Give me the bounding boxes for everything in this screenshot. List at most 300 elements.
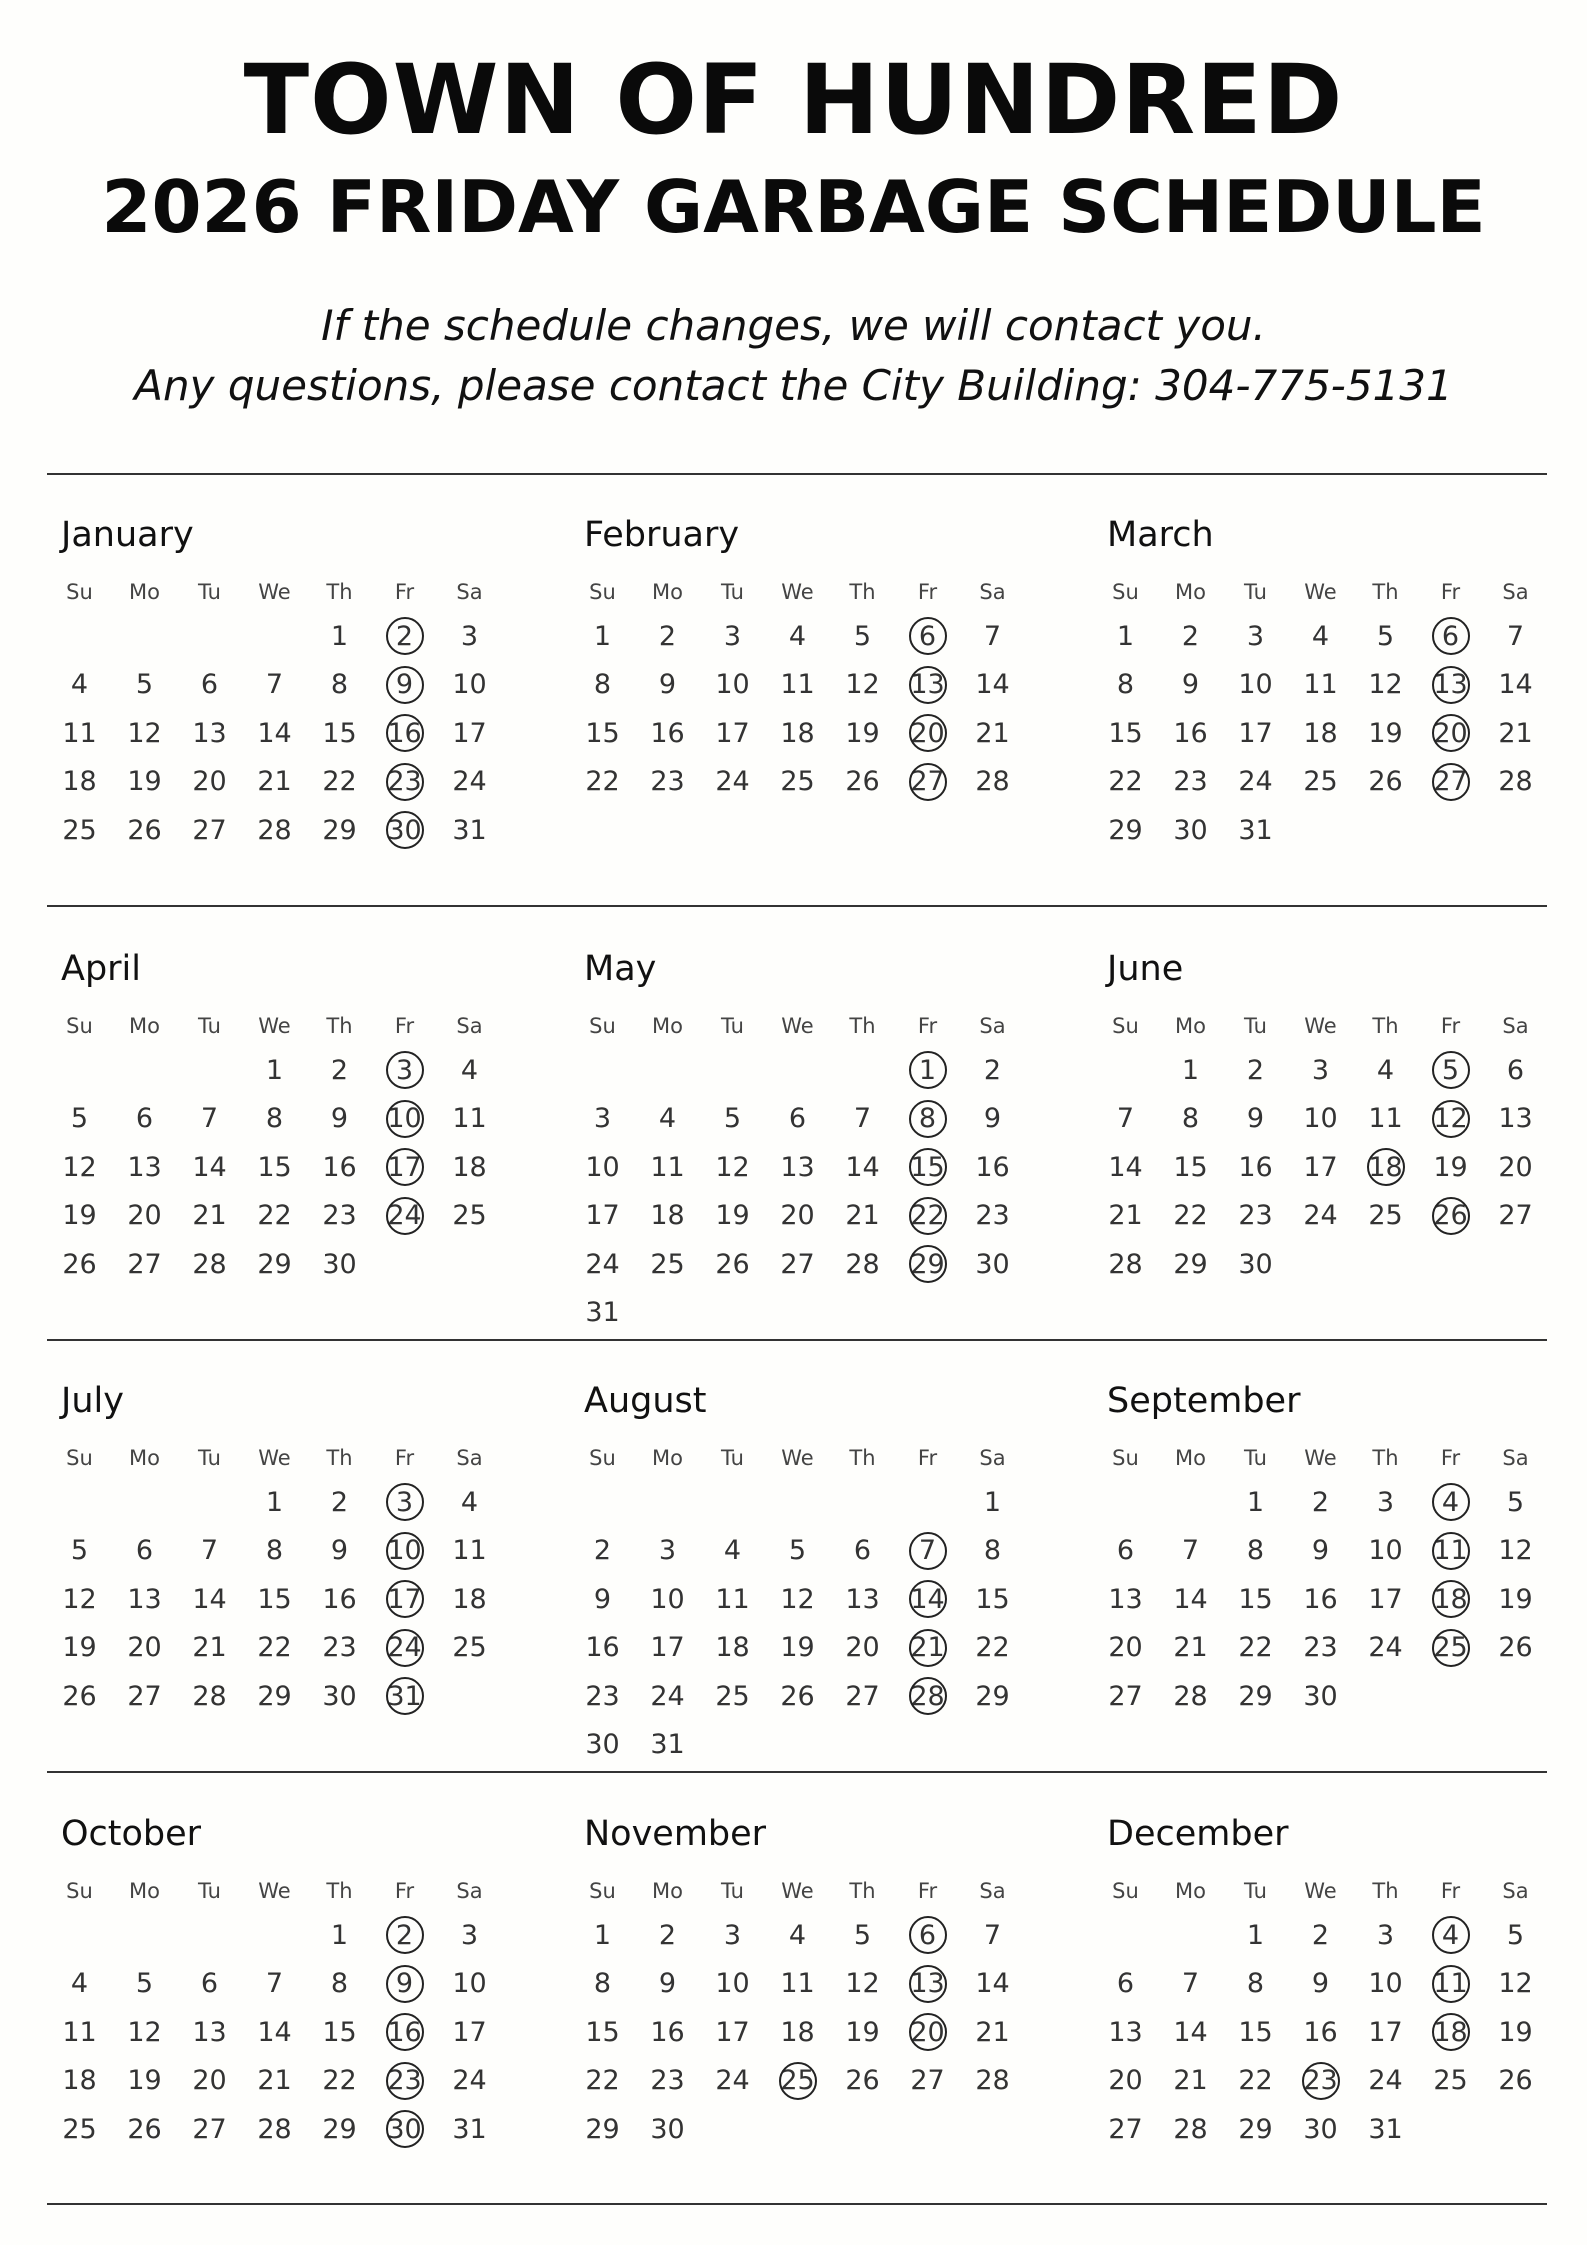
weekday-label: We bbox=[781, 1014, 814, 1038]
week-row bbox=[570, 2057, 1025, 2106]
pickup-day: 14 bbox=[895, 1584, 960, 1615]
pickup-day: 13 bbox=[895, 669, 960, 700]
day-cell: 28 bbox=[1173, 2113, 1208, 2145]
day-cell: 21 bbox=[192, 1200, 227, 1232]
day-cell: 22 bbox=[257, 1200, 292, 1232]
pickup-day: 16 bbox=[372, 2017, 437, 2048]
day-cell: 26 bbox=[1498, 1632, 1533, 1664]
weekday-label: Sa bbox=[979, 1014, 1006, 1038]
day-cell: 13 bbox=[192, 717, 227, 749]
weekday-label: Mo bbox=[1175, 1446, 1206, 1470]
weekday-label: Su bbox=[66, 1879, 93, 1903]
weekday-label: Th bbox=[849, 580, 876, 604]
day-cell: 28 bbox=[1498, 766, 1533, 798]
day-cell: 3 bbox=[658, 1535, 677, 1567]
day-cell: 15 bbox=[1108, 717, 1143, 749]
day-cell: 13 bbox=[127, 1151, 162, 1183]
week-row bbox=[1093, 1143, 1548, 1192]
pickup-day: 11 bbox=[1418, 1968, 1483, 1999]
pickup-day: 24 bbox=[372, 1632, 437, 1663]
month-grid bbox=[1093, 572, 1548, 855]
day-cell: 29 bbox=[322, 2113, 357, 2145]
day-cell: 11 bbox=[650, 1151, 685, 1183]
day-cell: 15 bbox=[257, 1151, 292, 1183]
pickup-day: 23 bbox=[372, 2065, 437, 2096]
day-cell: 16 bbox=[650, 2016, 685, 2048]
month-name: February bbox=[584, 515, 740, 555]
day-cell: 7 bbox=[983, 1919, 1002, 1951]
day-cell: 31 bbox=[1368, 2113, 1403, 2145]
month-grid bbox=[47, 572, 502, 855]
weekday-label: Sa bbox=[456, 1879, 483, 1903]
weekday-label: Su bbox=[66, 1446, 93, 1470]
day-cell: 30 bbox=[1238, 1248, 1273, 1280]
day-cell: 15 bbox=[1238, 2016, 1273, 2048]
day-cell: 9 bbox=[593, 1583, 612, 1615]
day-cell: 16 bbox=[1303, 2016, 1338, 2048]
day-cell: 18 bbox=[715, 1632, 750, 1664]
day-cell: 23 bbox=[650, 766, 685, 798]
day-cell: 14 bbox=[1108, 1151, 1143, 1183]
day-cell: 16 bbox=[1238, 1151, 1273, 1183]
day-cell: 14 bbox=[1173, 2016, 1208, 2048]
week-row bbox=[1093, 1672, 1548, 1721]
weekday-label: Fr bbox=[1440, 1014, 1461, 1038]
day-cell: 17 bbox=[1368, 2016, 1403, 2048]
pickup-day: 27 bbox=[1418, 766, 1483, 797]
week-row bbox=[570, 1624, 1025, 1673]
day-cell: 2 bbox=[593, 1535, 612, 1567]
day-cell: 4 bbox=[460, 1054, 479, 1086]
day-cell: 4 bbox=[460, 1486, 479, 1518]
pickup-day: 20 bbox=[895, 2017, 960, 2048]
weekday-header bbox=[1093, 1006, 1548, 1046]
day-cell: 20 bbox=[1108, 2065, 1143, 2097]
month-grid bbox=[570, 572, 1025, 806]
divider bbox=[47, 1339, 1547, 1341]
day-cell: 2 bbox=[1311, 1919, 1330, 1951]
pickup-day: 17 bbox=[372, 1152, 437, 1183]
weekday-label: Fr bbox=[394, 1446, 415, 1470]
day-cell: 24 bbox=[452, 766, 487, 798]
weekday-label: Th bbox=[849, 1446, 876, 1470]
weekday-label: Sa bbox=[1502, 1446, 1529, 1470]
month-grid bbox=[47, 1006, 502, 1289]
week-row bbox=[570, 1672, 1025, 1721]
pickup-day: 5 bbox=[1418, 1055, 1483, 1086]
day-cell: 30 bbox=[322, 1248, 357, 1280]
week-row bbox=[47, 758, 502, 807]
day-cell: 19 bbox=[780, 1632, 815, 1664]
day-cell: 21 bbox=[975, 717, 1010, 749]
day-cell: 17 bbox=[1303, 1151, 1338, 1183]
day-cell: 5 bbox=[1506, 1486, 1525, 1518]
day-cell: 15 bbox=[975, 1583, 1010, 1615]
day-cell: 22 bbox=[1173, 1200, 1208, 1232]
day-cell: 5 bbox=[853, 620, 872, 652]
day-cell: 27 bbox=[127, 1680, 162, 1712]
month-name: October bbox=[61, 1814, 202, 1854]
pickup-day: 22 bbox=[895, 1200, 960, 1231]
day-cell: 2 bbox=[658, 1919, 677, 1951]
day-cell: 15 bbox=[585, 2016, 620, 2048]
pickup-day: 30 bbox=[372, 815, 437, 846]
weekday-label: Fr bbox=[917, 580, 938, 604]
weekday-label: Su bbox=[1112, 1446, 1139, 1470]
day-cell: 30 bbox=[585, 1729, 620, 1761]
weekday-label: Fr bbox=[1440, 1879, 1461, 1903]
week-row bbox=[47, 2105, 502, 2154]
day-cell: 20 bbox=[192, 2065, 227, 2097]
day-cell: 5 bbox=[723, 1103, 742, 1135]
day-cell: 31 bbox=[1238, 814, 1273, 846]
day-cell: 19 bbox=[1498, 1583, 1533, 1615]
week-row bbox=[47, 1624, 502, 1673]
pickup-day: 31 bbox=[372, 1681, 437, 1712]
weekday-label: Su bbox=[1112, 1014, 1139, 1038]
week-row bbox=[570, 709, 1025, 758]
day-cell: 14 bbox=[192, 1151, 227, 1183]
day-cell: 19 bbox=[845, 717, 880, 749]
day-cell: 1 bbox=[1181, 1054, 1200, 1086]
day-cell: 13 bbox=[1108, 2016, 1143, 2048]
pickup-day: 8 bbox=[895, 1103, 960, 1134]
weekday-label: Fr bbox=[1440, 1446, 1461, 1470]
month-grid bbox=[570, 1006, 1025, 1337]
day-cell: 29 bbox=[585, 2113, 620, 2145]
day-cell: 19 bbox=[62, 1632, 97, 1664]
day-cell: 13 bbox=[780, 1151, 815, 1183]
weekday-header bbox=[570, 572, 1025, 612]
day-cell: 26 bbox=[62, 1248, 97, 1280]
day-cell: 23 bbox=[650, 2065, 685, 2097]
day-cell: 31 bbox=[650, 1729, 685, 1761]
day-cell: 24 bbox=[1238, 766, 1273, 798]
day-cell: 10 bbox=[585, 1151, 620, 1183]
pickup-day: 17 bbox=[372, 1584, 437, 1615]
day-cell: 31 bbox=[585, 1297, 620, 1329]
day-cell: 4 bbox=[658, 1103, 677, 1135]
day-cell: 1 bbox=[330, 620, 349, 652]
day-cell: 2 bbox=[330, 1486, 349, 1518]
weekday-label: Th bbox=[849, 1879, 876, 1903]
day-cell: 8 bbox=[593, 669, 612, 701]
pickup-day: 21 bbox=[895, 1632, 960, 1663]
weekday-header bbox=[47, 572, 502, 612]
day-cell: 10 bbox=[452, 669, 487, 701]
week-row bbox=[1093, 1624, 1548, 1673]
day-cell: 12 bbox=[62, 1583, 97, 1615]
day-cell: 25 bbox=[1368, 1200, 1403, 1232]
weekday-label: Mo bbox=[1175, 580, 1206, 604]
day-cell: 22 bbox=[1238, 2065, 1273, 2097]
day-cell: 12 bbox=[62, 1151, 97, 1183]
schedule-change-note: If the schedule changes, we will contact you. bbox=[321, 301, 1266, 350]
day-cell: 29 bbox=[1108, 814, 1143, 846]
weekday-label: Sa bbox=[979, 580, 1006, 604]
weekday-label: Tu bbox=[198, 1446, 221, 1470]
day-cell: 9 bbox=[330, 1103, 349, 1135]
weekday-label: Mo bbox=[129, 1879, 160, 1903]
pickup-day: 11 bbox=[1418, 1535, 1483, 1566]
weekday-label: Tu bbox=[1244, 1014, 1267, 1038]
weekday-label: Fr bbox=[917, 1446, 938, 1470]
day-cell: 21 bbox=[1173, 1632, 1208, 1664]
day-cell: 31 bbox=[452, 2113, 487, 2145]
day-cell: 19 bbox=[62, 1200, 97, 1232]
weekday-label: Fr bbox=[1440, 580, 1461, 604]
weekday-label: Mo bbox=[652, 1879, 683, 1903]
day-cell: 25 bbox=[62, 2113, 97, 2145]
day-cell: 10 bbox=[452, 1968, 487, 2000]
week-row bbox=[47, 2008, 502, 2057]
day-cell: 7 bbox=[1181, 1535, 1200, 1567]
day-cell: 16 bbox=[650, 717, 685, 749]
day-cell: 20 bbox=[192, 766, 227, 798]
day-cell: 3 bbox=[460, 1919, 479, 1951]
day-cell: 4 bbox=[70, 1968, 89, 2000]
day-cell: 16 bbox=[322, 1583, 357, 1615]
day-cell: 13 bbox=[192, 2016, 227, 2048]
day-cell: 14 bbox=[975, 669, 1010, 701]
weekday-label: Th bbox=[1372, 1014, 1399, 1038]
month-grid bbox=[47, 1438, 502, 1721]
weekday-label: Su bbox=[1112, 1879, 1139, 1903]
weekday-label: Su bbox=[66, 580, 93, 604]
day-cell: 11 bbox=[715, 1583, 750, 1615]
weekday-header bbox=[1093, 572, 1548, 612]
week-row bbox=[570, 661, 1025, 710]
day-cell: 29 bbox=[257, 1680, 292, 1712]
day-cell: 11 bbox=[780, 1968, 815, 2000]
day-cell: 23 bbox=[1303, 1632, 1338, 1664]
day-cell: 14 bbox=[192, 1583, 227, 1615]
day-cell: 12 bbox=[1498, 1535, 1533, 1567]
day-cell: 8 bbox=[983, 1535, 1002, 1567]
day-cell: 11 bbox=[1303, 669, 1338, 701]
week-row bbox=[570, 1143, 1025, 1192]
day-cell: 17 bbox=[1368, 1583, 1403, 1615]
day-cell: 26 bbox=[62, 1680, 97, 1712]
weekday-label: We bbox=[258, 1014, 291, 1038]
day-cell: 9 bbox=[983, 1103, 1002, 1135]
day-cell: 18 bbox=[452, 1583, 487, 1615]
weekday-header bbox=[570, 1438, 1025, 1478]
divider bbox=[47, 2203, 1547, 2205]
week-row bbox=[1093, 709, 1548, 758]
day-cell: 22 bbox=[585, 766, 620, 798]
day-cell: 12 bbox=[845, 669, 880, 701]
day-cell: 28 bbox=[1108, 1248, 1143, 1280]
day-cell: 17 bbox=[715, 2016, 750, 2048]
day-cell: 4 bbox=[1376, 1054, 1395, 1086]
day-cell: 5 bbox=[1506, 1919, 1525, 1951]
week-row bbox=[1093, 1046, 1548, 1095]
day-cell: 27 bbox=[845, 1680, 880, 1712]
day-cell: 1 bbox=[593, 620, 612, 652]
pickup-day: 4 bbox=[1418, 1920, 1483, 1951]
weekday-label: Sa bbox=[979, 1446, 1006, 1470]
day-cell: 5 bbox=[853, 1919, 872, 1951]
day-cell: 21 bbox=[1108, 1200, 1143, 1232]
weekday-label: Fr bbox=[394, 1879, 415, 1903]
week-row bbox=[47, 709, 502, 758]
day-cell: 22 bbox=[585, 2065, 620, 2097]
day-cell: 25 bbox=[1303, 766, 1338, 798]
day-cell: 29 bbox=[1173, 1248, 1208, 1280]
weekday-label: Sa bbox=[1502, 1014, 1529, 1038]
day-cell: 1 bbox=[1246, 1919, 1265, 1951]
weekday-label: Th bbox=[849, 1014, 876, 1038]
pickup-day: 20 bbox=[1418, 718, 1483, 749]
day-cell: 11 bbox=[62, 717, 97, 749]
weekday-label: Mo bbox=[1175, 1879, 1206, 1903]
day-cell: 19 bbox=[127, 2065, 162, 2097]
weekday-label: We bbox=[1304, 1014, 1337, 1038]
week-row bbox=[47, 1143, 502, 1192]
weekday-label: Fr bbox=[394, 1014, 415, 1038]
month-name: April bbox=[61, 949, 141, 989]
weekday-label: Tu bbox=[1244, 580, 1267, 604]
day-cell: 10 bbox=[715, 669, 750, 701]
week-row bbox=[1093, 758, 1548, 807]
weekday-header bbox=[570, 1871, 1025, 1911]
day-cell: 24 bbox=[1368, 1632, 1403, 1664]
divider bbox=[47, 473, 1547, 475]
day-cell: 14 bbox=[1498, 669, 1533, 701]
day-cell: 3 bbox=[1311, 1054, 1330, 1086]
pickup-day: 9 bbox=[372, 1968, 437, 1999]
weekday-label: Th bbox=[326, 1879, 353, 1903]
day-cell: 22 bbox=[1238, 1632, 1273, 1664]
pickup-day: 18 bbox=[1418, 1584, 1483, 1615]
week-row bbox=[47, 2057, 502, 2106]
pickup-day: 23 bbox=[1288, 2065, 1353, 2096]
day-cell: 24 bbox=[715, 766, 750, 798]
week-row bbox=[1093, 1575, 1548, 1624]
day-cell: 10 bbox=[1303, 1103, 1338, 1135]
weekday-label: Tu bbox=[198, 1879, 221, 1903]
weekday-label: Su bbox=[66, 1014, 93, 1038]
day-cell: 9 bbox=[658, 669, 677, 701]
pickup-day: 25 bbox=[1418, 1632, 1483, 1663]
day-cell: 27 bbox=[910, 2065, 945, 2097]
weekday-header bbox=[47, 1871, 502, 1911]
weekday-label: Mo bbox=[129, 1014, 160, 1038]
weekday-label: Th bbox=[326, 1014, 353, 1038]
weekday-label: Su bbox=[589, 1446, 616, 1470]
pickup-day: 9 bbox=[372, 669, 437, 700]
day-cell: 27 bbox=[780, 1248, 815, 1280]
day-cell: 3 bbox=[1376, 1919, 1395, 1951]
weekday-label: Tu bbox=[721, 580, 744, 604]
day-cell: 13 bbox=[127, 1583, 162, 1615]
day-cell: 15 bbox=[322, 717, 357, 749]
day-cell: 1 bbox=[1116, 620, 1135, 652]
weekday-header bbox=[1093, 1438, 1548, 1478]
weekday-label: We bbox=[258, 1879, 291, 1903]
day-cell: 9 bbox=[1311, 1968, 1330, 2000]
weekday-label: Tu bbox=[1244, 1879, 1267, 1903]
weekday-label: Th bbox=[326, 580, 353, 604]
weekday-label: Mo bbox=[1175, 1014, 1206, 1038]
day-cell: 1 bbox=[330, 1919, 349, 1951]
weekday-label: Mo bbox=[652, 1446, 683, 1470]
day-cell: 31 bbox=[452, 814, 487, 846]
day-cell: 6 bbox=[788, 1103, 807, 1135]
week-row bbox=[570, 1240, 1025, 1289]
day-cell: 26 bbox=[715, 1248, 750, 1280]
weekday-label: Sa bbox=[456, 1014, 483, 1038]
week-row bbox=[47, 1192, 502, 1241]
weekday-label: We bbox=[1304, 1879, 1337, 1903]
day-cell: 4 bbox=[788, 620, 807, 652]
day-cell: 30 bbox=[975, 1248, 1010, 1280]
week-row bbox=[47, 612, 502, 661]
day-cell: 30 bbox=[1303, 1680, 1338, 1712]
pickup-day: 26 bbox=[1418, 1200, 1483, 1231]
day-cell: 15 bbox=[322, 2016, 357, 2048]
pickup-day: 16 bbox=[372, 718, 437, 749]
weekday-header bbox=[1093, 1871, 1548, 1911]
weekday-label: Th bbox=[326, 1446, 353, 1470]
day-cell: 5 bbox=[135, 669, 154, 701]
month-grid bbox=[1093, 1438, 1548, 1721]
day-cell: 10 bbox=[1368, 1968, 1403, 2000]
day-cell: 7 bbox=[853, 1103, 872, 1135]
weekday-header bbox=[570, 1006, 1025, 1046]
day-cell: 8 bbox=[1181, 1103, 1200, 1135]
pickup-day: 13 bbox=[895, 1968, 960, 1999]
day-cell: 11 bbox=[452, 1535, 487, 1567]
weekday-label: Mo bbox=[129, 580, 160, 604]
day-cell: 17 bbox=[452, 2016, 487, 2048]
day-cell: 16 bbox=[1303, 1583, 1338, 1615]
pickup-day: 28 bbox=[895, 1681, 960, 1712]
day-cell: 29 bbox=[1238, 1680, 1273, 1712]
weekday-label: Su bbox=[1112, 580, 1139, 604]
weekday-label: Su bbox=[589, 1879, 616, 1903]
weekday-label: We bbox=[258, 580, 291, 604]
weekday-label: Mo bbox=[652, 580, 683, 604]
day-cell: 26 bbox=[1368, 766, 1403, 798]
day-cell: 21 bbox=[192, 1632, 227, 1664]
day-cell: 27 bbox=[1108, 1680, 1143, 1712]
weekday-label: Mo bbox=[129, 1446, 160, 1470]
day-cell: 1 bbox=[983, 1486, 1002, 1518]
day-cell: 9 bbox=[1311, 1535, 1330, 1567]
day-cell: 28 bbox=[1173, 1680, 1208, 1712]
month-name: July bbox=[61, 1381, 124, 1421]
day-cell: 3 bbox=[1246, 620, 1265, 652]
week-row bbox=[47, 1911, 502, 1960]
weekday-label: Fr bbox=[917, 1014, 938, 1038]
pickup-day: 23 bbox=[372, 766, 437, 797]
day-cell: 7 bbox=[200, 1103, 219, 1135]
weekday-label: We bbox=[1304, 580, 1337, 604]
day-cell: 18 bbox=[780, 717, 815, 749]
day-cell: 21 bbox=[975, 2016, 1010, 2048]
day-cell: 27 bbox=[127, 1248, 162, 1280]
day-cell: 20 bbox=[1498, 1151, 1533, 1183]
day-cell: 20 bbox=[780, 1200, 815, 1232]
day-cell: 28 bbox=[192, 1248, 227, 1280]
day-cell: 26 bbox=[780, 1680, 815, 1712]
day-cell: 16 bbox=[322, 1151, 357, 1183]
pickup-day: 13 bbox=[1418, 669, 1483, 700]
month-name: January bbox=[61, 515, 194, 555]
day-cell: 8 bbox=[1116, 669, 1135, 701]
